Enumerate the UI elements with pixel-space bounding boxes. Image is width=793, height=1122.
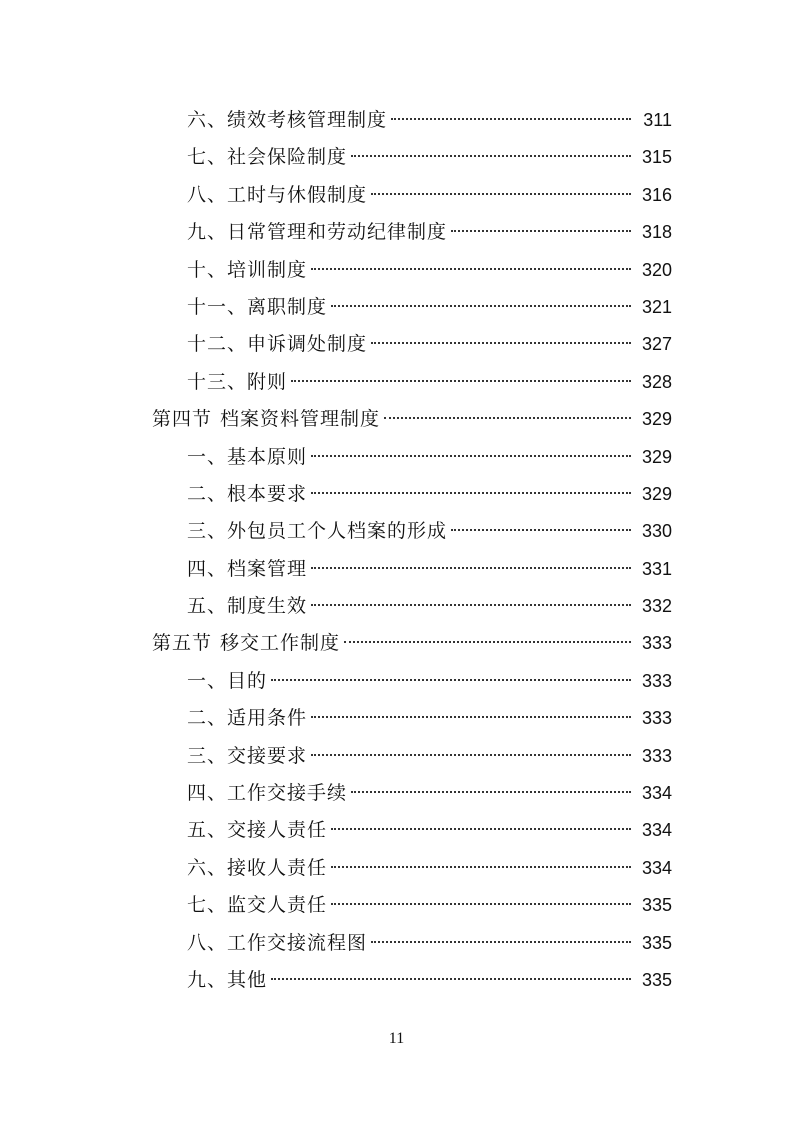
toc-entry-page: 331 bbox=[641, 558, 672, 579]
table-of-contents bbox=[0, 102, 793, 999]
toc-entry[interactable] bbox=[0, 551, 793, 588]
dot-leader bbox=[311, 604, 631, 606]
toc-entry[interactable] bbox=[0, 850, 793, 887]
toc-entry-page: 328 bbox=[641, 371, 672, 392]
toc-entry-title: 七、社会保险制度 bbox=[187, 146, 348, 169]
toc-entry-title: 九、日常管理和劳动纪律制度 bbox=[187, 221, 448, 244]
dot-leader bbox=[291, 380, 631, 382]
toc-entry[interactable] bbox=[0, 177, 793, 214]
dot-leader bbox=[351, 155, 631, 157]
dot-leader bbox=[391, 118, 631, 120]
toc-entry-page: 333 bbox=[641, 633, 672, 654]
toc-entry-page: 329 bbox=[641, 483, 672, 504]
toc-entry-page: 315 bbox=[641, 147, 672, 168]
toc-entry-page: 327 bbox=[641, 334, 672, 355]
dot-leader bbox=[371, 342, 631, 344]
toc-entry-page: 333 bbox=[641, 745, 672, 766]
toc-section-label: 第四节 bbox=[152, 408, 213, 431]
toc-entry-title: 八、工时与休假制度 bbox=[187, 183, 368, 206]
dot-leader bbox=[331, 828, 631, 830]
toc-entry[interactable] bbox=[0, 439, 793, 476]
toc-entry[interactable] bbox=[0, 700, 793, 737]
dot-leader bbox=[271, 978, 631, 980]
toc-entry-title: 十一、离职制度 bbox=[187, 295, 328, 318]
dot-leader bbox=[384, 417, 631, 419]
toc-entry-page: 334 bbox=[641, 820, 672, 841]
toc-entry-title: 二、根本要求 bbox=[187, 482, 308, 505]
toc-entry-title: 档案资料管理制度 bbox=[220, 408, 381, 431]
toc-entry-title: 九、其他 bbox=[187, 968, 268, 991]
toc-entry-title: 五、制度生效 bbox=[187, 595, 308, 618]
toc-entry[interactable] bbox=[0, 588, 793, 625]
toc-entry[interactable] bbox=[0, 326, 793, 363]
dot-leader bbox=[451, 230, 631, 232]
dot-leader bbox=[311, 268, 631, 270]
toc-entry[interactable] bbox=[0, 738, 793, 775]
toc-entry-page: 332 bbox=[641, 596, 672, 617]
toc-entry-title: 五、交接人责任 bbox=[187, 819, 328, 842]
toc-entry-page: 330 bbox=[641, 521, 672, 542]
toc-entry-title: 十、培训制度 bbox=[187, 258, 308, 281]
toc-entry[interactable] bbox=[0, 775, 793, 812]
toc-entry-page: 316 bbox=[641, 184, 672, 205]
dot-leader bbox=[371, 193, 631, 195]
dot-leader bbox=[331, 903, 631, 905]
dot-leader bbox=[311, 754, 631, 756]
dot-leader bbox=[451, 529, 631, 531]
toc-section-label: 第五节 bbox=[152, 632, 213, 655]
toc-entry-page: 334 bbox=[641, 783, 672, 804]
toc-entry-title: 十二、申诉调处制度 bbox=[187, 333, 368, 356]
dot-leader bbox=[311, 567, 631, 569]
toc-entry-title: 七、监交人责任 bbox=[187, 894, 328, 917]
dot-leader bbox=[344, 641, 631, 643]
toc-entry-page: 321 bbox=[641, 296, 672, 317]
toc-section-entry[interactable] bbox=[0, 625, 793, 662]
toc-entry-page: 335 bbox=[641, 932, 672, 953]
dot-leader bbox=[271, 679, 631, 681]
toc-entry-title: 十三、附则 bbox=[187, 370, 288, 393]
toc-entry-title: 移交工作制度 bbox=[220, 632, 341, 655]
toc-entry[interactable] bbox=[0, 663, 793, 700]
toc-entry[interactable] bbox=[0, 289, 793, 326]
toc-entry-title: 六、绩效考核管理制度 bbox=[187, 109, 388, 131]
toc-entry-title: 三、交接要求 bbox=[187, 744, 308, 767]
dot-leader bbox=[351, 791, 631, 793]
toc-entry[interactable] bbox=[0, 812, 793, 849]
toc-entry-title: 八、工作交接流程图 bbox=[187, 931, 368, 954]
toc-entry[interactable] bbox=[0, 962, 793, 999]
toc-entry-page: 329 bbox=[641, 446, 672, 467]
toc-entry[interactable] bbox=[0, 364, 793, 401]
toc-entry-page: 333 bbox=[641, 670, 672, 691]
dot-leader bbox=[311, 492, 631, 494]
toc-entry[interactable] bbox=[0, 252, 793, 289]
toc-entry-title: 一、基本原则 bbox=[187, 445, 308, 468]
toc-entry[interactable] bbox=[0, 476, 793, 513]
toc-entry-page: 335 bbox=[641, 895, 672, 916]
toc-entry-page: 318 bbox=[641, 222, 672, 243]
toc-entry[interactable] bbox=[0, 102, 793, 139]
dot-leader bbox=[331, 305, 631, 307]
toc-entry-title: 三、外包员工个人档案的形成 bbox=[187, 520, 448, 543]
page-number: 11 bbox=[388, 1030, 405, 1047]
toc-entry-title: 六、接收人责任 bbox=[187, 856, 328, 879]
toc-section-entry[interactable] bbox=[0, 401, 793, 438]
toc-entry[interactable] bbox=[0, 513, 793, 550]
dot-leader bbox=[311, 716, 631, 718]
toc-entry-page: 329 bbox=[641, 409, 672, 430]
dot-leader bbox=[311, 455, 631, 457]
toc-entry-page: 311 bbox=[643, 110, 672, 130]
toc-entry-page: 333 bbox=[641, 708, 672, 729]
toc-entry[interactable] bbox=[0, 139, 793, 176]
toc-entry-title: 二、适用条件 bbox=[187, 707, 308, 730]
toc-entry-title: 四、工作交接手续 bbox=[187, 782, 348, 805]
toc-entry-title: 一、目的 bbox=[187, 669, 268, 692]
toc-entry-page: 334 bbox=[641, 857, 672, 878]
toc-entry-page: 335 bbox=[641, 969, 672, 990]
dot-leader bbox=[331, 866, 631, 868]
toc-entry-page: 320 bbox=[641, 259, 672, 280]
toc-entry[interactable] bbox=[0, 214, 793, 251]
toc-entry-title: 四、档案管理 bbox=[187, 557, 308, 580]
dot-leader bbox=[371, 941, 631, 943]
toc-entry[interactable] bbox=[0, 887, 793, 924]
toc-entry[interactable] bbox=[0, 925, 793, 962]
